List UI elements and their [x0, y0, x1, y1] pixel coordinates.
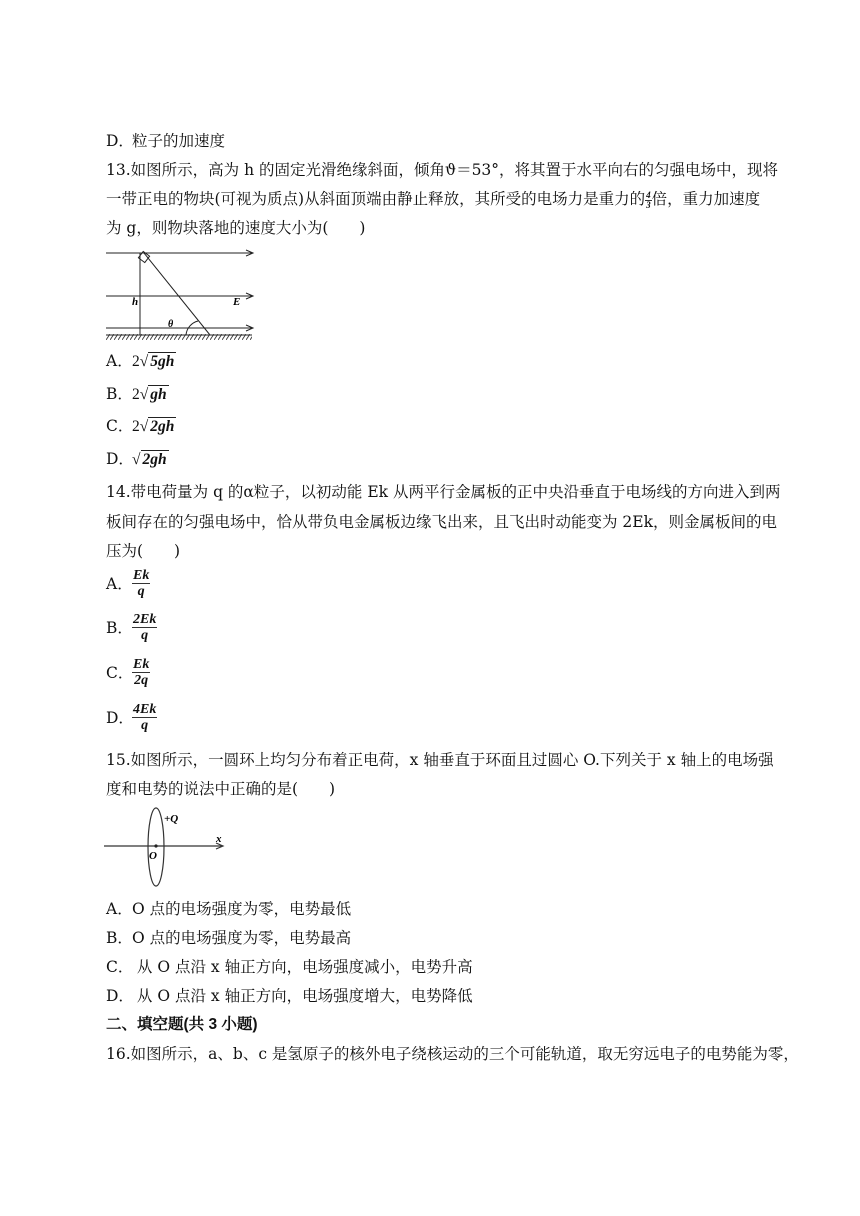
- option-text: O 点的电场强度为零，电势最高: [132, 929, 352, 947]
- q13-stem-line3: 为 g，则物块落地的速度大小为( ): [106, 219, 366, 237]
- option-text: 从 O 点沿 x 轴正方向，电场强度减小，电势升高: [132, 958, 473, 976]
- frac-num: Ek: [133, 568, 150, 583]
- q13-stem-line2b: 倍，重力加速度: [651, 190, 761, 208]
- q16-stem-line1: 16.如图所示，a、b、c 是氢原子的核外电子绕核运动的三个可能轨道，取无穷远电子的电势能为零，: [106, 1045, 799, 1063]
- frac-den: q: [141, 628, 149, 643]
- q13-option-d: [106, 449, 169, 470]
- option-label: B．: [106, 929, 133, 947]
- option-label: C．: [106, 958, 134, 976]
- q15-ring-figure: [104, 806, 230, 890]
- frac-den: q: [141, 718, 149, 733]
- sqrt-expr: 2√ 5gh: [132, 353, 175, 370]
- q13-stem-line1: 13.如图所示，高为 h 的固定光滑绝缘斜面，倾角ϑ＝53°，将其置于水平向右的匀强电场中，现将: [106, 161, 779, 179]
- radicand: 5gh: [150, 353, 175, 370]
- q14-stem-line3: 压为( ): [106, 542, 181, 560]
- q13-option-b: [106, 384, 169, 405]
- sqrt-expr: √ 2gh: [132, 451, 167, 468]
- q13-stem-line2: [106, 189, 760, 210]
- option-label: B．: [106, 385, 133, 403]
- q14-stem-line1: 14.带电荷量为 q 的α粒子，以初动能 Ek 从两平行金属板的正中央沿垂直于电场线的方向进入到两: [106, 483, 781, 501]
- h-label: h: [132, 296, 139, 308]
- q13-option-a: [106, 351, 176, 372]
- option-label: D．: [106, 708, 134, 727]
- q14-stem-line2: 板间存在的匀强电场中，恰从带负电金属板边缘飞出来，且飞出时动能变为 2Ek，则金属板间的电: [106, 513, 777, 531]
- option-label: B．: [106, 618, 133, 637]
- option-label: D．: [106, 132, 134, 150]
- o-label: O: [149, 850, 157, 862]
- e-label: E: [233, 296, 241, 308]
- option-label: D．: [106, 987, 134, 1005]
- option-text: O 点的电场强度为零，电势最低: [132, 900, 352, 918]
- coef: 2: [132, 353, 140, 370]
- frac-den: 3: [646, 199, 651, 210]
- coef: 2: [132, 418, 140, 435]
- q15-option-b: [106, 928, 351, 948]
- coef: 2: [132, 386, 140, 403]
- option-label: A．: [106, 900, 133, 918]
- fraction: [132, 612, 157, 643]
- q15-stem-line1: 15.如图所示，一圆环上均匀分布着正电荷，x 轴垂直于环面且过圆心 O.下列关于 x 轴上的电场强: [106, 751, 774, 769]
- sqrt-expr: 2√ gh: [132, 386, 167, 403]
- q15-stem-line2: 度和电势的说法中正确的是( ): [106, 780, 336, 798]
- q15-option-c: [106, 957, 473, 977]
- q12-option-d: [106, 131, 225, 151]
- option-text: 从 O 点沿 x 轴正方向，电场强度增大，电势降低: [132, 987, 473, 1005]
- frac-den: 2q: [134, 673, 149, 688]
- frac-num: Ek: [133, 657, 150, 672]
- option-label: C．: [106, 417, 134, 435]
- radicand: gh: [150, 386, 167, 403]
- option-label: D．: [106, 450, 134, 468]
- frac-num: 4Ek: [133, 702, 157, 717]
- sqrt-expr: 2√ 2gh: [132, 418, 175, 435]
- option-label: C．: [106, 663, 134, 682]
- fraction: [132, 702, 157, 733]
- option-text: 粒子的加速度: [132, 132, 226, 150]
- q13-stem-line2a: 一带正电的物块(可视为质点)从斜面顶端由静止释放，其所受的电场力是重力的: [106, 190, 646, 208]
- frac-num: 4: [646, 189, 651, 200]
- theta-label: θ: [168, 319, 174, 330]
- fraction: [132, 657, 150, 688]
- section-title: 二、填空题(共 3 小题): [106, 1016, 258, 1033]
- q13-option-c: [106, 416, 176, 437]
- q-label: +Q: [164, 813, 179, 825]
- q13-incline-figure: [106, 244, 256, 344]
- option-label: A．: [106, 574, 133, 593]
- q15-option-a: [106, 899, 351, 919]
- frac-den: q: [137, 584, 145, 599]
- q14-option-c: [106, 657, 150, 691]
- frac-num: 2Ek: [133, 612, 157, 627]
- radicand: 2gh: [150, 418, 175, 435]
- radicand: 2gh: [142, 451, 167, 468]
- x-label: x: [216, 833, 222, 845]
- q14-option-b: [106, 612, 157, 646]
- q14-option-a: [106, 568, 150, 602]
- fraction: [132, 568, 150, 599]
- option-label: A．: [106, 352, 133, 370]
- q15-option-d: [106, 986, 473, 1006]
- q14-option-d: [106, 702, 157, 736]
